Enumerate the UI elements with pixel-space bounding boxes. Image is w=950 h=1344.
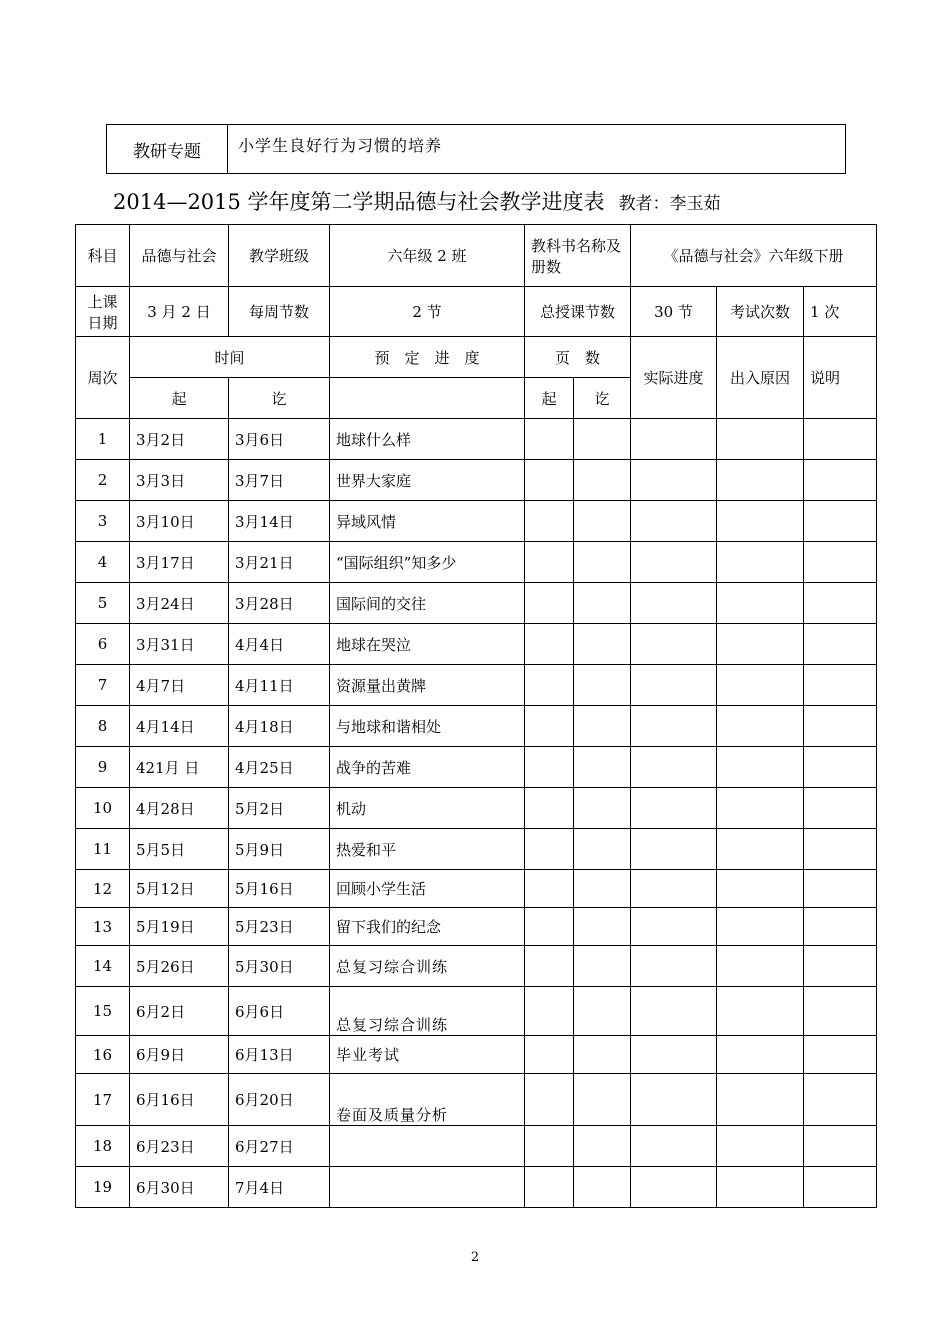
content-cell [330,1167,525,1208]
note-cell [804,501,877,542]
content-cell: 总复习综合训练 [330,946,525,987]
page-to-cell [574,1074,631,1126]
content-cell: 战争的苦难 [330,747,525,788]
content-cell: 地球什么样 [330,419,525,460]
table-row [76,946,877,987]
actual-progress-cell [631,1074,717,1126]
page-to-cell [574,788,631,829]
page-to-cell [574,501,631,542]
total-lessons-label: 总授课节数 [525,287,631,337]
table-row [76,870,877,908]
total-lessons-value: 30 节 [631,287,717,337]
page-to-cell [574,624,631,665]
from-date-cell: 4月14日 [130,706,229,747]
actual-progress-cell [631,1036,717,1074]
research-topic-label: 教研专题 [107,125,228,173]
to-date-cell: 6月20日 [229,1074,330,1126]
table-row [76,747,877,788]
from-date-cell: 3月17日 [130,542,229,583]
deviation-reason-cell [717,946,804,987]
deviation-reason-header: 出入原因 [717,337,804,419]
week-cell: 3 [76,501,130,542]
content-cell: 回顾小学生活 [330,870,525,908]
page-from-cell [525,1126,574,1167]
content-cell: 国际间的交往 [330,583,525,624]
to-date-cell: 4月18日 [229,706,330,747]
table-row [76,419,877,460]
week-cell: 15 [76,987,130,1036]
week-cell: 16 [76,1036,130,1074]
page-title [113,186,721,216]
to-date-cell: 5月16日 [229,870,330,908]
week-cell: 5 [76,583,130,624]
actual-progress-cell [631,1126,717,1167]
page-to-cell [574,706,631,747]
deviation-reason-cell [717,542,804,583]
week-cell: 13 [76,908,130,946]
title-teacher: 教者：李玉茹 [618,194,721,214]
note-cell [804,460,877,501]
note-cell [804,788,877,829]
page-from-cell [525,987,574,1036]
content-cell: 毕业考试 [330,1036,525,1074]
to-date-cell: 5月9日 [229,829,330,870]
page-from-cell [525,583,574,624]
content-cell: “国际组织”知多少 [330,542,525,583]
page-from-cell [525,501,574,542]
week-cell: 11 [76,829,130,870]
to-date-cell: 6月13日 [229,1036,330,1074]
page-from-cell [525,1167,574,1208]
week-cell: 6 [76,624,130,665]
page-from-cell [525,542,574,583]
plan-subheader [330,378,525,419]
to-date-cell: 3月28日 [229,583,330,624]
pages-header: 页 数 [525,337,631,378]
page-from-cell [525,665,574,706]
info-row-1 [76,225,877,287]
class-value: 六年级 2 班 [330,225,525,287]
deviation-reason-cell [717,870,804,908]
actual-progress-cell [631,501,717,542]
note-cell [804,908,877,946]
page-from-cell [525,829,574,870]
content-cell: 资源量出黄牌 [330,665,525,706]
deviation-reason-cell [717,624,804,665]
table-row [76,908,877,946]
page-from-cell [525,870,574,908]
note-cell [804,1167,877,1208]
from-date-cell: 421月 日 [130,747,229,788]
week-cell: 12 [76,870,130,908]
note-cell [804,829,877,870]
from-date-cell: 5月19日 [130,908,229,946]
actual-progress-cell [631,419,717,460]
note-cell [804,946,877,987]
note-cell [804,419,877,460]
from-date-cell: 3月2日 [130,419,229,460]
actual-progress-cell [631,946,717,987]
to-date-cell: 7月4日 [229,1167,330,1208]
page-to-cell [574,665,631,706]
to-date-cell: 3月6日 [229,419,330,460]
content-cell: 地球在哭泣 [330,624,525,665]
content-cell: 总复习综合训练 [330,987,525,1036]
deviation-reason-cell [717,788,804,829]
from-date-cell: 4月28日 [130,788,229,829]
page-from-cell [525,1074,574,1126]
from-date-cell: 4月7日 [130,665,229,706]
from-date-cell: 3月3日 [130,460,229,501]
week-cell: 17 [76,1074,130,1126]
to-date-cell: 6月27日 [229,1126,330,1167]
page-to-cell [574,908,631,946]
actual-progress-cell [631,987,717,1036]
to-date-cell: 5月23日 [229,908,330,946]
to-date-cell: 4月11日 [229,665,330,706]
from-date-cell: 6月9日 [130,1036,229,1074]
from-date-cell: 6月23日 [130,1126,229,1167]
title-main: 2014—2015 学年度第二学期品德与社会教学进度表 [113,190,605,214]
class-label: 教学班级 [229,225,330,287]
actual-progress-cell [631,788,717,829]
week-header: 周次 [76,337,130,419]
page-to-header: 讫 [574,378,631,419]
note-cell [804,665,877,706]
to-date-cell: 3月7日 [229,460,330,501]
note-cell [804,1036,877,1074]
page-to-cell [574,419,631,460]
content-cell: 世界大家庭 [330,460,525,501]
book-label: 教科书名称及册数 [525,225,631,287]
table-row [76,1074,877,1126]
page-to-cell [574,583,631,624]
deviation-reason-cell [717,501,804,542]
actual-progress-cell [631,870,717,908]
time-header: 时间 [130,337,330,378]
page-to-cell [574,542,631,583]
to-date-cell: 6月6日 [229,987,330,1036]
from-date-cell: 5月12日 [130,870,229,908]
page-to-cell [574,987,631,1036]
actual-progress-cell [631,583,717,624]
note-cell [804,706,877,747]
to-date-cell: 4月25日 [229,747,330,788]
week-cell: 8 [76,706,130,747]
from-date-cell: 5月26日 [130,946,229,987]
actual-progress-cell [631,624,717,665]
actual-progress-cell [631,706,717,747]
page-to-cell [574,829,631,870]
page-from-cell [525,1036,574,1074]
page-number: 2 [470,1250,480,1265]
subject-label: 科目 [76,225,130,287]
deviation-reason-cell [717,665,804,706]
week-cell: 18 [76,1126,130,1167]
info-row-2 [76,287,877,337]
table-row [76,788,877,829]
subject-value: 品德与社会 [130,225,229,287]
research-topic-box [106,124,846,174]
page-from-cell [525,788,574,829]
week-cell: 9 [76,747,130,788]
header-row-1 [76,337,877,378]
page-to-cell [574,1126,631,1167]
to-date-cell: 5月2日 [229,788,330,829]
content-cell: 卷面及质量分析 [330,1074,525,1126]
table-row [76,501,877,542]
page-to-cell [574,946,631,987]
note-cell [804,747,877,788]
deviation-reason-cell [717,1036,804,1074]
week-cell: 7 [76,665,130,706]
content-cell: 机动 [330,788,525,829]
from-date-cell: 6月16日 [130,1074,229,1126]
table-row [76,829,877,870]
table-row [76,665,877,706]
page-from-cell [525,419,574,460]
research-topic-value: 小学生良好行为习惯的培养 [238,136,443,155]
table-row [76,706,877,747]
book-value: 《品德与社会》六年级下册 [631,225,877,287]
to-date-cell: 5月30日 [229,946,330,987]
note-header: 说明 [804,337,877,419]
deviation-reason-cell [717,747,804,788]
actual-progress-cell [631,747,717,788]
actual-progress-cell [631,665,717,706]
page-from-cell [525,747,574,788]
table-row [76,1126,877,1167]
actual-progress-header: 实际进度 [631,337,717,419]
start-date-value: 3 月 2 日 [130,287,229,337]
page-from-cell [525,908,574,946]
page-from-header: 起 [525,378,574,419]
from-date-cell: 3月31日 [130,624,229,665]
deviation-reason-cell [717,908,804,946]
time-from-header: 起 [130,378,229,419]
deviation-reason-cell [717,1074,804,1126]
start-date-label: 上课日期 [76,287,130,337]
actual-progress-cell [631,829,717,870]
page-from-cell [525,946,574,987]
week-cell: 19 [76,1167,130,1208]
week-cell: 10 [76,788,130,829]
table-row [76,624,877,665]
page-to-cell [574,1036,631,1074]
content-cell: 热爱和平 [330,829,525,870]
to-date-cell: 3月14日 [229,501,330,542]
schedule-table [75,224,877,1208]
time-to-header: 讫 [229,378,330,419]
note-cell [804,1074,877,1126]
weekly-lessons-label: 每周节数 [229,287,330,337]
from-date-cell: 3月24日 [130,583,229,624]
table-row [76,1036,877,1074]
deviation-reason-cell [717,706,804,747]
from-date-cell: 6月30日 [130,1167,229,1208]
content-cell [330,1126,525,1167]
weekly-lessons-value: 2 节 [330,287,525,337]
note-cell [804,583,877,624]
content-cell: 与地球和谐相处 [330,706,525,747]
note-cell [804,542,877,583]
from-date-cell: 3月10日 [130,501,229,542]
page-from-cell [525,706,574,747]
week-cell: 2 [76,460,130,501]
deviation-reason-cell [717,460,804,501]
plan-header: 预 定 进 度 [330,337,525,378]
to-date-cell: 3月21日 [229,542,330,583]
page-to-cell [574,747,631,788]
table-row [76,460,877,501]
exam-count-value: 1 次 [804,287,877,337]
page-to-cell [574,870,631,908]
content-cell: 异域风情 [330,501,525,542]
actual-progress-cell [631,908,717,946]
actual-progress-cell [631,460,717,501]
note-cell [804,624,877,665]
week-cell: 1 [76,419,130,460]
page-to-cell [574,1167,631,1208]
page-from-cell [525,460,574,501]
to-date-cell: 4月4日 [229,624,330,665]
deviation-reason-cell [717,419,804,460]
table-row [76,542,877,583]
table-row [76,1167,877,1208]
deviation-reason-cell [717,987,804,1036]
deviation-reason-cell [717,1167,804,1208]
table-row [76,583,877,624]
week-cell: 14 [76,946,130,987]
from-date-cell: 5月5日 [130,829,229,870]
actual-progress-cell [631,1167,717,1208]
note-cell [804,870,877,908]
page-from-cell [525,624,574,665]
exam-count-label: 考试次数 [717,287,804,337]
actual-progress-cell [631,542,717,583]
note-cell [804,1126,877,1167]
deviation-reason-cell [717,829,804,870]
deviation-reason-cell [717,1126,804,1167]
deviation-reason-cell [717,583,804,624]
page-to-cell [574,460,631,501]
week-cell: 4 [76,542,130,583]
note-cell [804,987,877,1036]
table-row [76,987,877,1036]
from-date-cell: 6月2日 [130,987,229,1036]
content-cell: 留下我们的纪念 [330,908,525,946]
